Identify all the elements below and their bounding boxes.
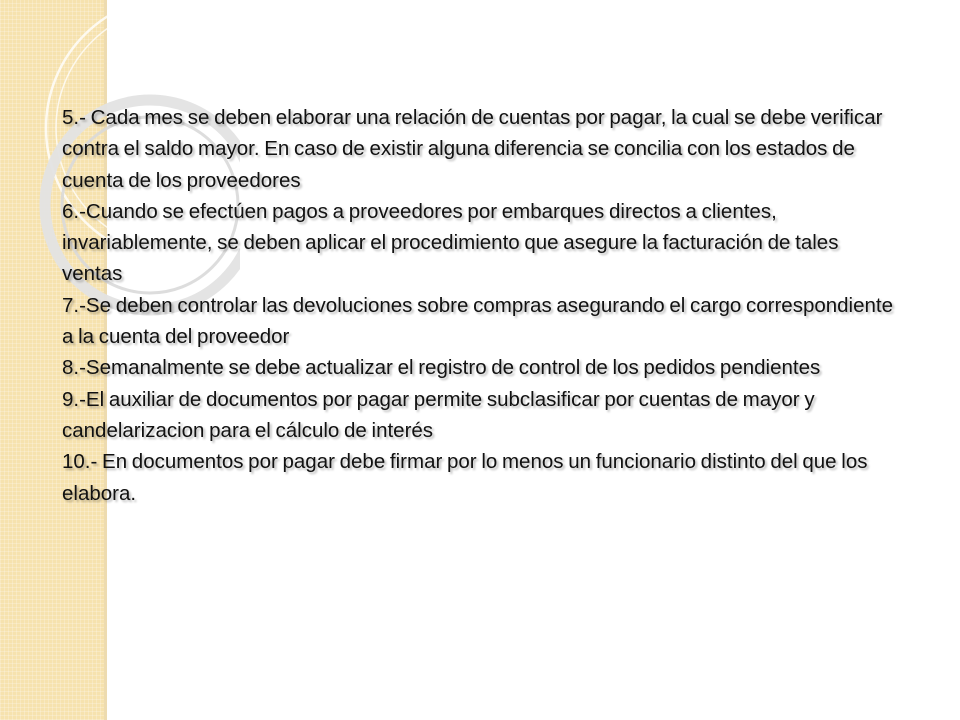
list-item: 10.- En documentos por pagar debe firmar por lo menos un funcionario distinto del que los elabora. — [62, 450, 868, 505]
slide-body — [62, 102, 902, 509]
list-item: 7.-Se deben controlar las devoluciones sobre compras asegurando el cargo correspondiente a la cuenta del proveedor — [62, 293, 894, 349]
list-item: 5.- Cada mes se deben elaborar una relación de cuentas por pagar, la cual se debe verificar contra el saldo mayor. En caso de existir alguna diferencia se concilia con los estados de cuenta de los proveedores — [62, 106, 883, 192]
list-item: 9.-El auxiliar de documentos por pagar permite subclasificar por cuentas de mayor y candelarizacion para el cálculo de interés — [62, 387, 815, 442]
list-item: 6.-Cuando se efectúen pagos a proveedores por embarques directos a clientes, invariablemente, se deben aplicar el procedimiento que asegure la facturación de tales ventas — [62, 199, 839, 286]
list-item: 8.-Semanalmente se debe actualizar el registro de control de los pedidos pendientes — [62, 356, 821, 380]
